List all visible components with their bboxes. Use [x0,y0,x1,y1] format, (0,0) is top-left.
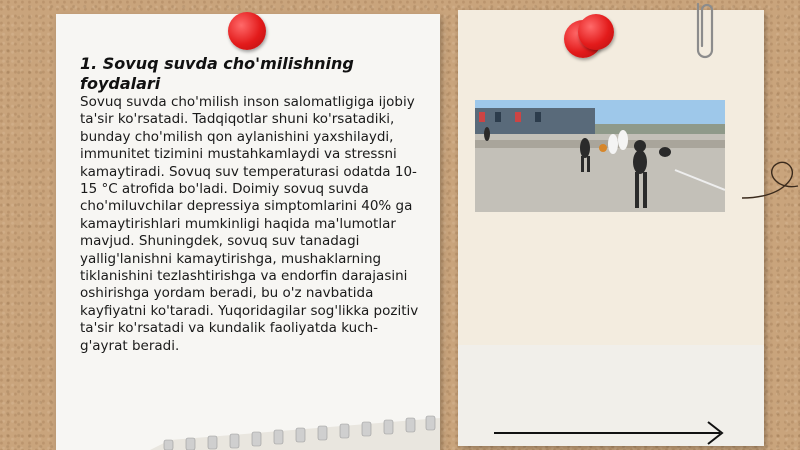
paperclip-icon [690,0,716,62]
note-title: 1. Sovuq suvda cho'milishning foydalari [80,54,354,93]
push-pin-icon [578,14,614,50]
torn-notebook-edge [150,396,440,450]
string-doodle [740,150,800,210]
push-pin-icon [228,12,266,50]
kids-playing-photo [475,100,725,212]
note-paper-right [458,10,764,446]
note-body: Sovuq suvda cho'milish inson salomatligiga ijobiy ta'sir ko'rsatadi. Tadqiqotlar shuni ko'rsatadiki, bunday cho'milish qon aylanishini yaxshilaydi, immunitet tizimini mustahkamlaydi va stressni kamaytiradi. Sovuq suv temperaturasi odatda 10-15 °C atrofida bo'ladi. Doimiy sovuq suvda cho'miluvchilar depressiya simptomlarini 40% ga kamaytirishlari mumkinligi haqida ma'lumotlar mavjud. Shuningdek, sovuq suv tanadagi yallig'lanishni kamaytirishga, mushaklarning tiklanishini tezlashtirishga va endorfin darajasini oshirishga yordam beradi, bu o'z navbatida kayfiyatni ko'taradi. Yuqoridagilar sog'likka pozitiv ta'sir ko'rsatadi va kundalik faoliyatda kuch-g'ayrat beradi. [80,94,419,354]
arrow-right-icon [494,418,726,448]
